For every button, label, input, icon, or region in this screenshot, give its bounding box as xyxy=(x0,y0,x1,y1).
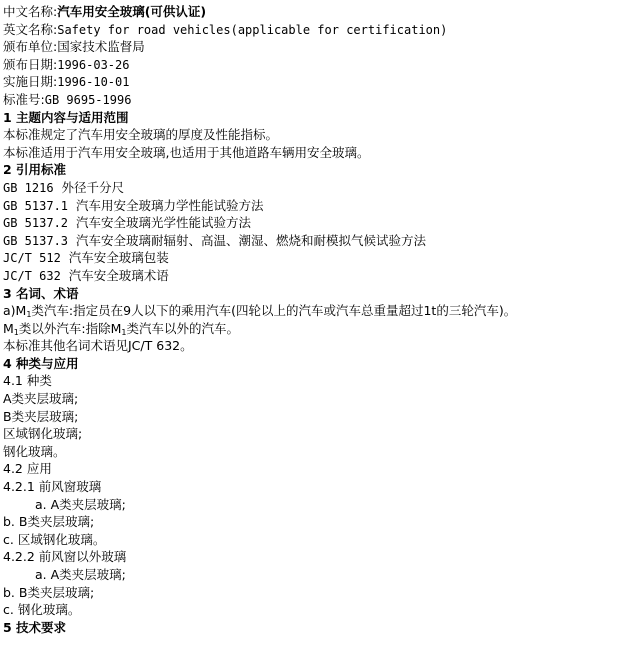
reference-code: GB 5137.1 xyxy=(3,198,69,213)
reference-title: 汽车安全玻璃术语 xyxy=(68,267,169,283)
standard-no-row xyxy=(3,91,639,109)
term-b-mid: 类以外汽车:指除M xyxy=(18,320,122,336)
list-item: a. A类夹层玻璃; xyxy=(35,567,126,582)
list-item: b. B类夹层玻璃; xyxy=(3,514,95,530)
list-item: B类夹层玻璃; xyxy=(3,408,79,424)
effective-date-value: 1996-10-01 xyxy=(57,75,130,90)
reference-item xyxy=(3,232,639,250)
en-name-label: 英文名称: xyxy=(3,21,58,37)
section2-title: 2 引用标准 xyxy=(3,162,67,178)
term-a-text: 类汽车:指定员在9人以下的乘用汽车(四轮以上的汽车或汽车总重量超过1t的三轮汽车)。 xyxy=(31,303,517,319)
reference-item xyxy=(3,197,639,215)
list-item: A类夹层玻璃; xyxy=(3,391,79,407)
term-b-subscript: 1 xyxy=(13,327,19,337)
section5-title: 5 技术要求 xyxy=(3,619,67,635)
list-item: c. 区域钢化玻璃。 xyxy=(3,531,106,547)
en-name-row xyxy=(3,21,639,39)
subsection-4-2-title: 4.2 应用 xyxy=(3,461,52,477)
effective-date-row xyxy=(3,73,639,91)
section1-title: 1 主题内容与适用范围 xyxy=(3,109,129,125)
reference-item xyxy=(3,249,639,267)
cn-name-row xyxy=(3,3,639,21)
reference-title: 汽车安全玻璃包装 xyxy=(68,250,169,266)
reference-title: 汽车用安全玻璃力学性能试验方法 xyxy=(75,197,264,213)
list-item: 区域钢化玻璃; xyxy=(3,426,83,442)
reference-code: JC/T 512 xyxy=(3,251,61,266)
issuer-row xyxy=(3,38,639,56)
list-item: c. 钢化玻璃。 xyxy=(3,602,81,618)
list-item: 钢化玻璃。 xyxy=(3,443,66,459)
term-b-subscript-2: 1 xyxy=(121,327,127,337)
section4-title: 4 种类与应用 xyxy=(3,355,79,371)
term-a-prefix: a)M xyxy=(3,303,27,319)
reference-code: GB 5137.2 xyxy=(3,216,69,231)
reference-title: 汽车安全玻璃耐辐射、高温、潮湿、燃烧和耐模拟气候试验方法 xyxy=(75,232,426,248)
subsection-4-1-title: 4.1 种类 xyxy=(3,373,52,389)
reference-code: GB 1216 xyxy=(3,180,54,195)
section1-paragraph-1: 本标准规定了汽车用安全玻璃的厚度及性能指标。 xyxy=(3,127,279,143)
reference-code: JC/T 632 xyxy=(3,268,61,283)
issuer-value: 国家技术监督局 xyxy=(57,39,145,55)
reference-title: 外径千分尺 xyxy=(61,179,125,195)
issuer-label: 颁布单位: xyxy=(3,39,58,55)
issue-date-label: 颁布日期: xyxy=(3,56,58,72)
term-b-prefix: M xyxy=(3,320,14,336)
effective-date-label: 实施日期: xyxy=(3,74,58,90)
cn-name-value: 汽车用安全玻璃(可供认证) xyxy=(57,4,207,19)
subsection-4-2-1-title: 4.2.1 前风窗玻璃 xyxy=(3,479,102,495)
term-a xyxy=(3,302,639,320)
issue-date-row xyxy=(3,56,639,74)
term-b xyxy=(3,320,639,338)
term-b-text: 类汽车以外的汽车。 xyxy=(126,320,239,336)
term-a-subscript: 1 xyxy=(26,310,32,320)
issue-date-value: 1996-03-26 xyxy=(57,57,130,72)
list-item: b. B类夹层玻璃; xyxy=(3,584,95,600)
standard-no-value: GB 9695-1996 xyxy=(44,92,132,107)
subsection-4-2-2-title: 4.2.2 前风窗以外玻璃 xyxy=(3,549,127,565)
reference-item xyxy=(3,179,639,197)
reference-item xyxy=(3,267,639,285)
reference-item xyxy=(3,214,639,232)
section1-paragraph-2: 本标准适用于汽车用安全玻璃,也适用于其他道路车辆用安全玻璃。 xyxy=(3,144,370,160)
section3-title: 3 名词、术语 xyxy=(3,285,79,301)
standard-no-label: 标准号: xyxy=(3,91,45,107)
en-name-value: Safety for road vehicles(applicable for certification) xyxy=(57,22,448,37)
list-item: a. A类夹层玻璃; xyxy=(35,496,126,512)
reference-code: GB 5137.3 xyxy=(3,233,69,248)
reference-title: 汽车安全玻璃光学性能试验方法 xyxy=(75,215,251,231)
cn-name-label: 中文名称: xyxy=(3,4,58,19)
term-other: 本标准其他名词术语见JC/T 632。 xyxy=(3,338,193,354)
